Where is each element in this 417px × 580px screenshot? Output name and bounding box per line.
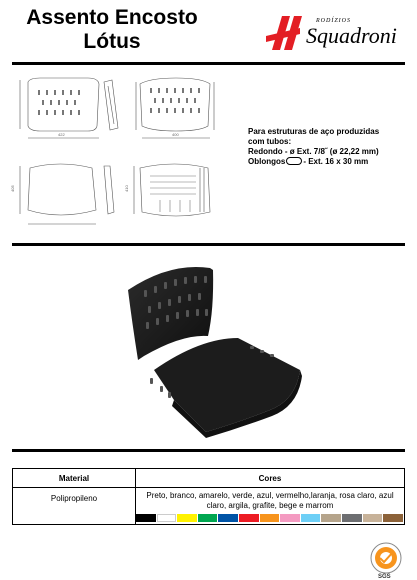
color-swatch <box>198 514 219 522</box>
colors-cell <box>136 488 405 525</box>
dim-label-1: 422 <box>58 132 65 137</box>
dimension-labels <box>10 132 179 192</box>
bottom-divider <box>12 449 405 452</box>
drawing-top-side <box>104 80 118 130</box>
spec-line-2: com tubos: <box>248 137 292 146</box>
color-swatch <box>321 514 342 522</box>
spec-oblong-size: - Ext. 16 x 30 mm <box>303 157 369 166</box>
material-cell: Polipropileno <box>13 488 136 525</box>
brand-name: Squadroni <box>306 23 397 48</box>
sgs-label: SGS <box>378 574 391 580</box>
drawing-bottom-right <box>134 164 210 216</box>
color-swatch <box>383 514 404 522</box>
header-cores: Cores <box>136 469 405 488</box>
dim-label-4: 410 <box>124 185 129 192</box>
color-swatch <box>363 514 384 522</box>
product-image <box>110 260 320 445</box>
dim-label-3: 405 <box>10 185 15 192</box>
color-swatch <box>260 514 281 522</box>
title-line-2: Lótus <box>83 30 141 53</box>
technical-drawings <box>0 0 417 250</box>
color-swatch <box>342 514 363 522</box>
spec-oblong-label: Oblongos <box>248 157 286 166</box>
color-swatch <box>157 514 178 522</box>
spec-line-4 <box>248 157 413 167</box>
seat-shape <box>154 338 300 432</box>
drawing-bottom-side <box>104 166 114 214</box>
drawing-top-left <box>20 78 99 138</box>
brand-tagline: RODÍZIOS <box>316 18 351 24</box>
color-swatch <box>280 514 301 522</box>
title-line-1: Assento Encosto <box>26 6 198 29</box>
drawing-bottom-left <box>20 164 96 224</box>
drawing-top-right <box>136 78 214 138</box>
materials-table <box>12 468 405 525</box>
color-swatches <box>136 514 404 522</box>
oblong-shape-icon <box>286 157 302 165</box>
color-swatch <box>239 514 260 522</box>
sgs-certification-seal <box>364 540 410 580</box>
color-swatch <box>136 514 157 522</box>
spec-line-1: Para estruturas de aço produzidas <box>248 127 380 136</box>
header-material: Material <box>13 469 136 488</box>
spec-line-3: Redondo - ø Ext. 7/8˝ (ø 22,22 mm) <box>248 147 379 156</box>
table-row <box>13 488 405 525</box>
color-swatch <box>301 514 322 522</box>
color-swatch <box>218 514 239 522</box>
colors-list: Preto, branco, amarelo, verde, azul, vermelho,laranja, rosa claro, azul claro, argila, grafite, bege e marrom <box>146 491 394 510</box>
dim-label-2: 400 <box>172 132 179 137</box>
tube-specifications <box>248 127 413 167</box>
color-swatch <box>177 514 198 522</box>
